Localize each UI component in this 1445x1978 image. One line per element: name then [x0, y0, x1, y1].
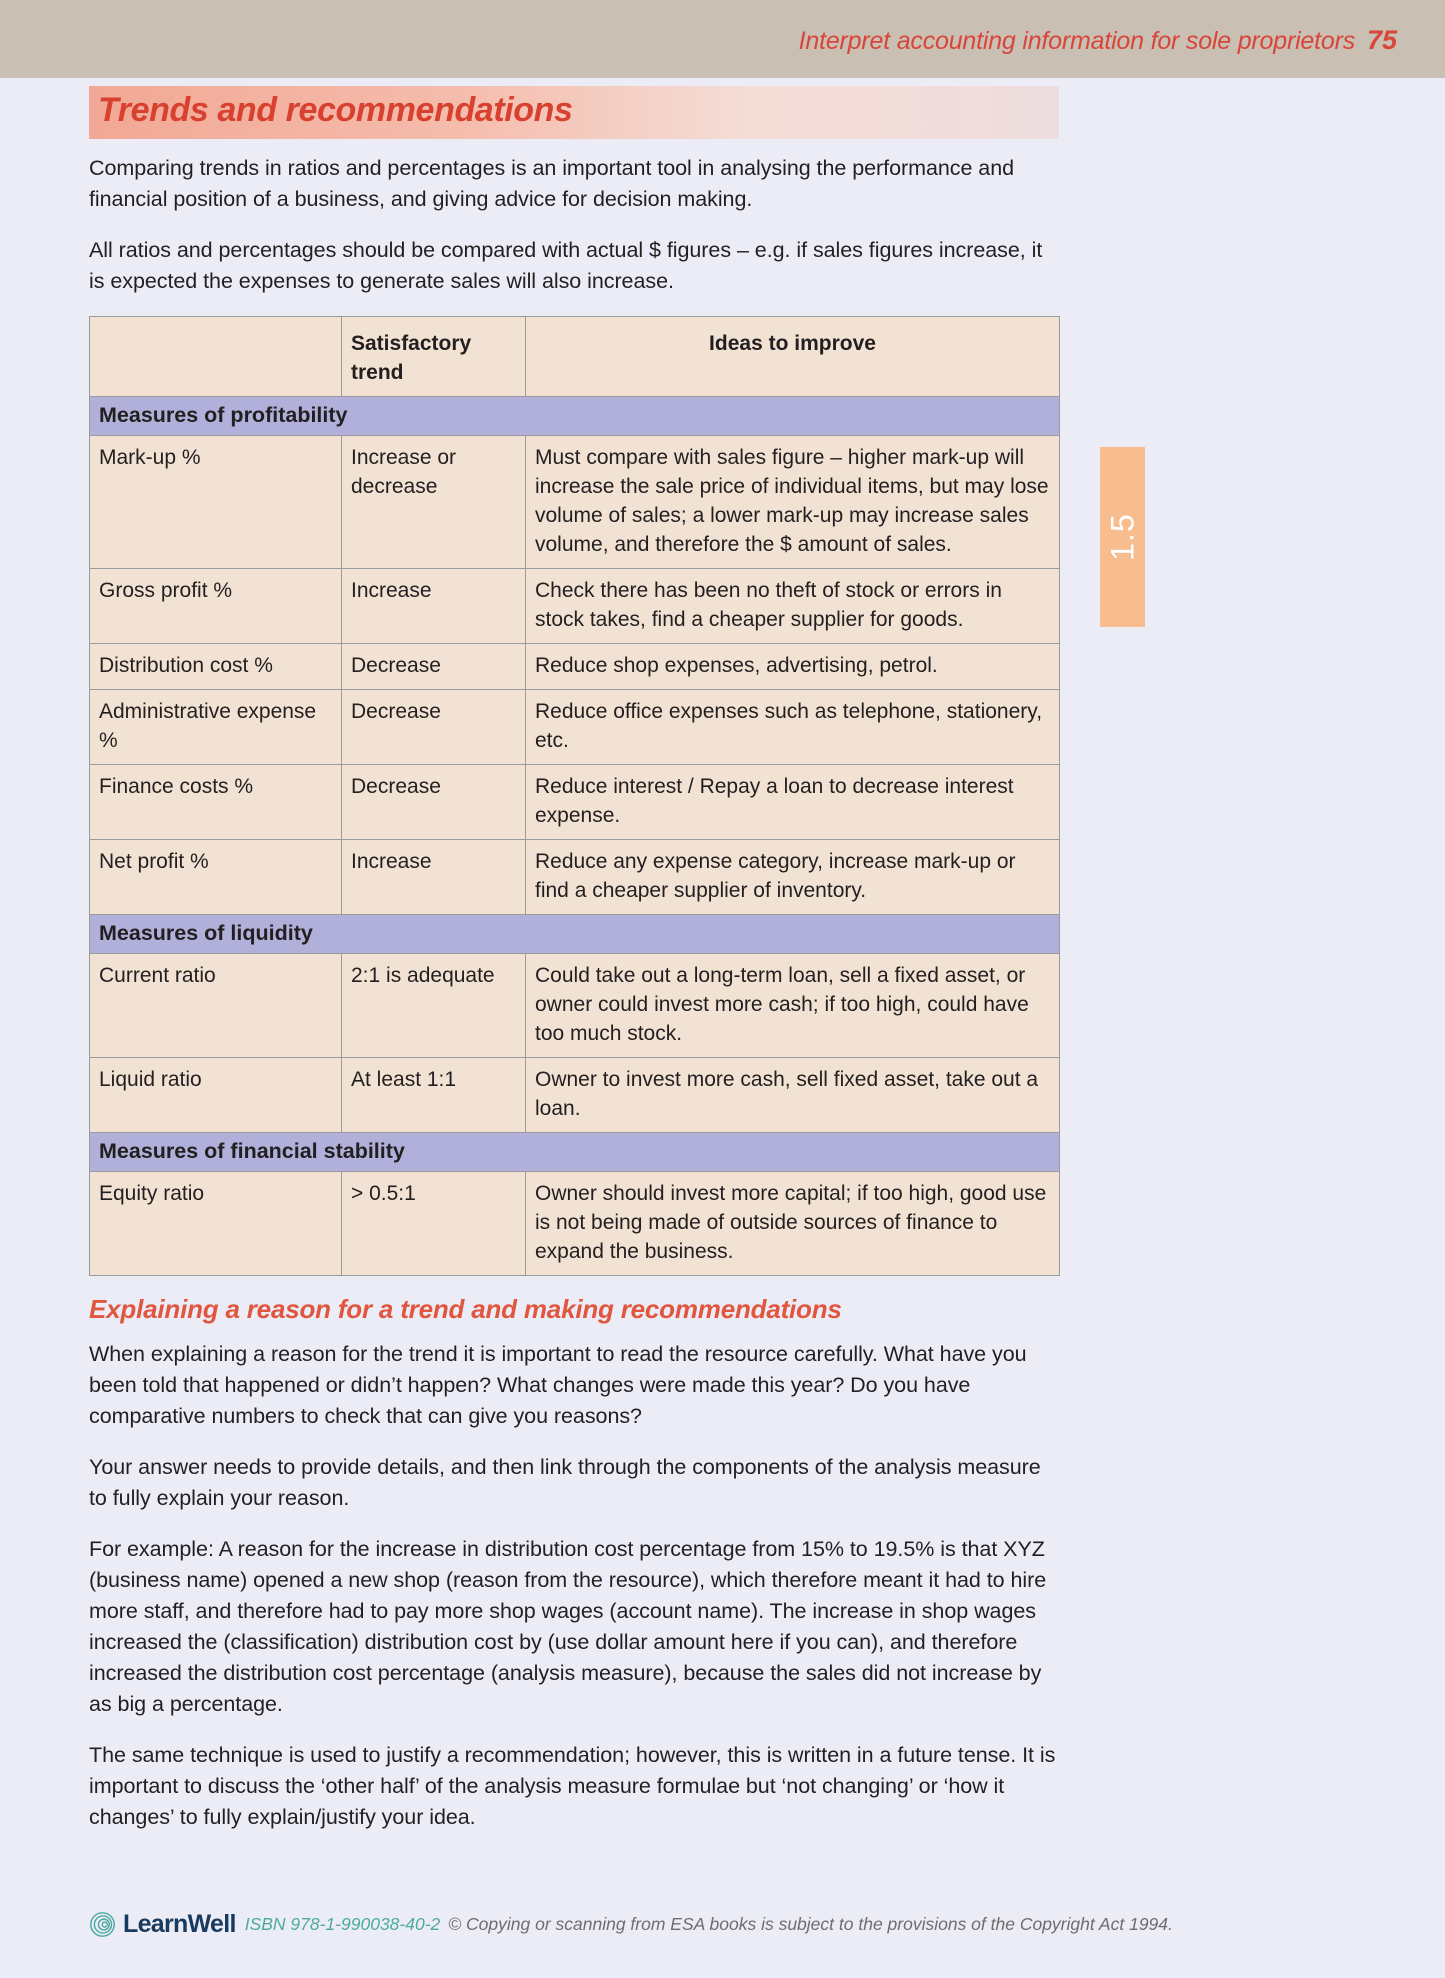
cell-ideas: Reduce interest / Repay a loan to decrease interest expense. [526, 765, 1060, 840]
cell-ideas: Must compare with sales figure – higher mark-up will increase the sale price of individual items, but may lose volume of sales; a lower mark-up may increase sales volume, and therefore the $ amount of sales. [526, 436, 1060, 569]
page-title: Trends and recommendations [98, 91, 573, 129]
table-row [90, 954, 1060, 1058]
cell-trend: Increase [342, 569, 526, 644]
table-header-row [90, 317, 1060, 397]
cell-ideas: Owner to invest more cash, sell fixed asset, take out a loan. [526, 1058, 1060, 1133]
cell-measure: Net profit % [90, 840, 342, 915]
cell-trend: Increase or decrease [342, 436, 526, 569]
header-trend: Satisfactory trend [342, 317, 526, 397]
subsection-paragraph-1: When explaining a reason for the trend it is important to read the resource carefully. What have you been told that happened or didn’t happen? What changes were made this year? Do you have comparative numbers to check that can give you reasons? [89, 1342, 1027, 1428]
cell-ideas: Check there has been no theft of stock or errors in stock takes, find a cheaper supplier for goods. [526, 569, 1060, 644]
table-header [90, 317, 1060, 397]
table-row [90, 765, 1060, 840]
table-row [90, 644, 1060, 690]
cell-trend: 2:1 is adequate [342, 954, 526, 1058]
footer-copyright: © Copying or scanning from ESA books is subject to the provisions of the Copyright Act 1994. [448, 1914, 1173, 1934]
cell-ideas: Could take out a long-term loan, sell a fixed asset, or owner could invest more cash; if too high, could have too much stock. [526, 954, 1060, 1058]
section-side-tab [1100, 447, 1145, 627]
footer-isbn: ISBN 978-1-990038-40-2 [244, 1914, 441, 1934]
cell-measure: Distribution cost % [90, 644, 342, 690]
running-header-title: Interpret accounting information for sole proprietors [798, 27, 1355, 55]
table-row [90, 1172, 1060, 1276]
table-row [90, 436, 1060, 569]
section-title-stability: Measures of financial stability [90, 1133, 1060, 1172]
cell-trend: Decrease [342, 644, 526, 690]
page-number: 75 [1366, 25, 1397, 55]
header-ideas: Ideas to improve [526, 317, 1060, 397]
learnwell-spiral-logo-icon [89, 1911, 116, 1938]
subsection-paragraph-4: The same technique is used to justify a recommendation; however, this is written in a future tense. It is important to discuss the ‘other half’ of the analysis measure formulae but ‘not changing’ or ‘how it changes’ to fully explain/justify your idea. [89, 1743, 1056, 1829]
section-title-liquidity: Measures of liquidity [90, 915, 1060, 954]
cell-ideas: Reduce any expense category, increase mark-up or find a cheaper supplier of inventory. [526, 840, 1060, 915]
table-section-heading [90, 397, 1060, 436]
cell-trend: At least 1:1 [342, 1058, 526, 1133]
cell-ideas: Reduce shop expenses, advertising, petrol. [526, 644, 1060, 690]
cell-measure: Liquid ratio [90, 1058, 342, 1133]
table-body [90, 397, 1060, 1276]
header-measure [90, 317, 342, 397]
page-footer [89, 1910, 1173, 1939]
intro-paragraph-1: Comparing trends in ratios and percentages is an important tool in analysing the performance and financial position of a business, and giving advice for decision making. [89, 156, 1015, 211]
footer-brand: LearnWell [123, 1910, 236, 1938]
analysis-measures-table [89, 316, 1060, 1276]
intro-paragraph-2: All ratios and percentages should be compared with actual $ figures – e.g. if sales figures increase, it is expected the expenses to generate sales will also increase. [89, 238, 1043, 293]
side-tab-label: 1.5 [1104, 513, 1140, 561]
content-column [89, 78, 1059, 1833]
cell-measure: Mark-up % [90, 436, 342, 569]
cell-measure: Finance costs % [90, 765, 342, 840]
subsection-paragraph-3: For example: A reason for the increase in distribution cost percentage from 15% to 19.5% is that XYZ (business name) opened a new shop (reason from the resource), which therefore meant it had to hire more staff, and therefore had to pay more shop wages (account name). The increase in shop wages increased the (classification) distribution cost by (use dollar amount here if you can), and therefore increased the distribution cost percentage (analysis measure), because the sales did not increase by as big a percentage. [89, 1537, 1047, 1716]
subsection-paragraph-2: Your answer needs to provide details, and then link through the components of the analysis measure to fully explain your reason. [89, 1455, 1041, 1510]
section-title-profitability: Measures of profitability [90, 397, 1060, 436]
cell-measure: Administrative expense % [90, 690, 342, 765]
table-section-heading [90, 915, 1060, 954]
subsection-heading: Explaining a reason for a trend and making recommendations [89, 1294, 842, 1324]
cell-ideas: Reduce office expenses such as telephone, stationery, etc. [526, 690, 1060, 765]
cell-trend: > 0.5:1 [342, 1172, 526, 1276]
cell-measure: Gross profit % [90, 569, 342, 644]
cell-measure: Current ratio [90, 954, 342, 1058]
table-row [90, 569, 1060, 644]
table-row [90, 1058, 1060, 1133]
table-row [90, 840, 1060, 915]
table-section-heading [90, 1133, 1060, 1172]
cell-trend: Decrease [342, 690, 526, 765]
cell-trend: Decrease [342, 765, 526, 840]
cell-measure: Equity ratio [90, 1172, 342, 1276]
cell-trend: Increase [342, 840, 526, 915]
section-title-bar [89, 86, 1059, 139]
cell-ideas: Owner should invest more capital; if too high, good use is not being made of outside sources of finance to expand the business. [526, 1172, 1060, 1276]
table-row [90, 690, 1060, 765]
